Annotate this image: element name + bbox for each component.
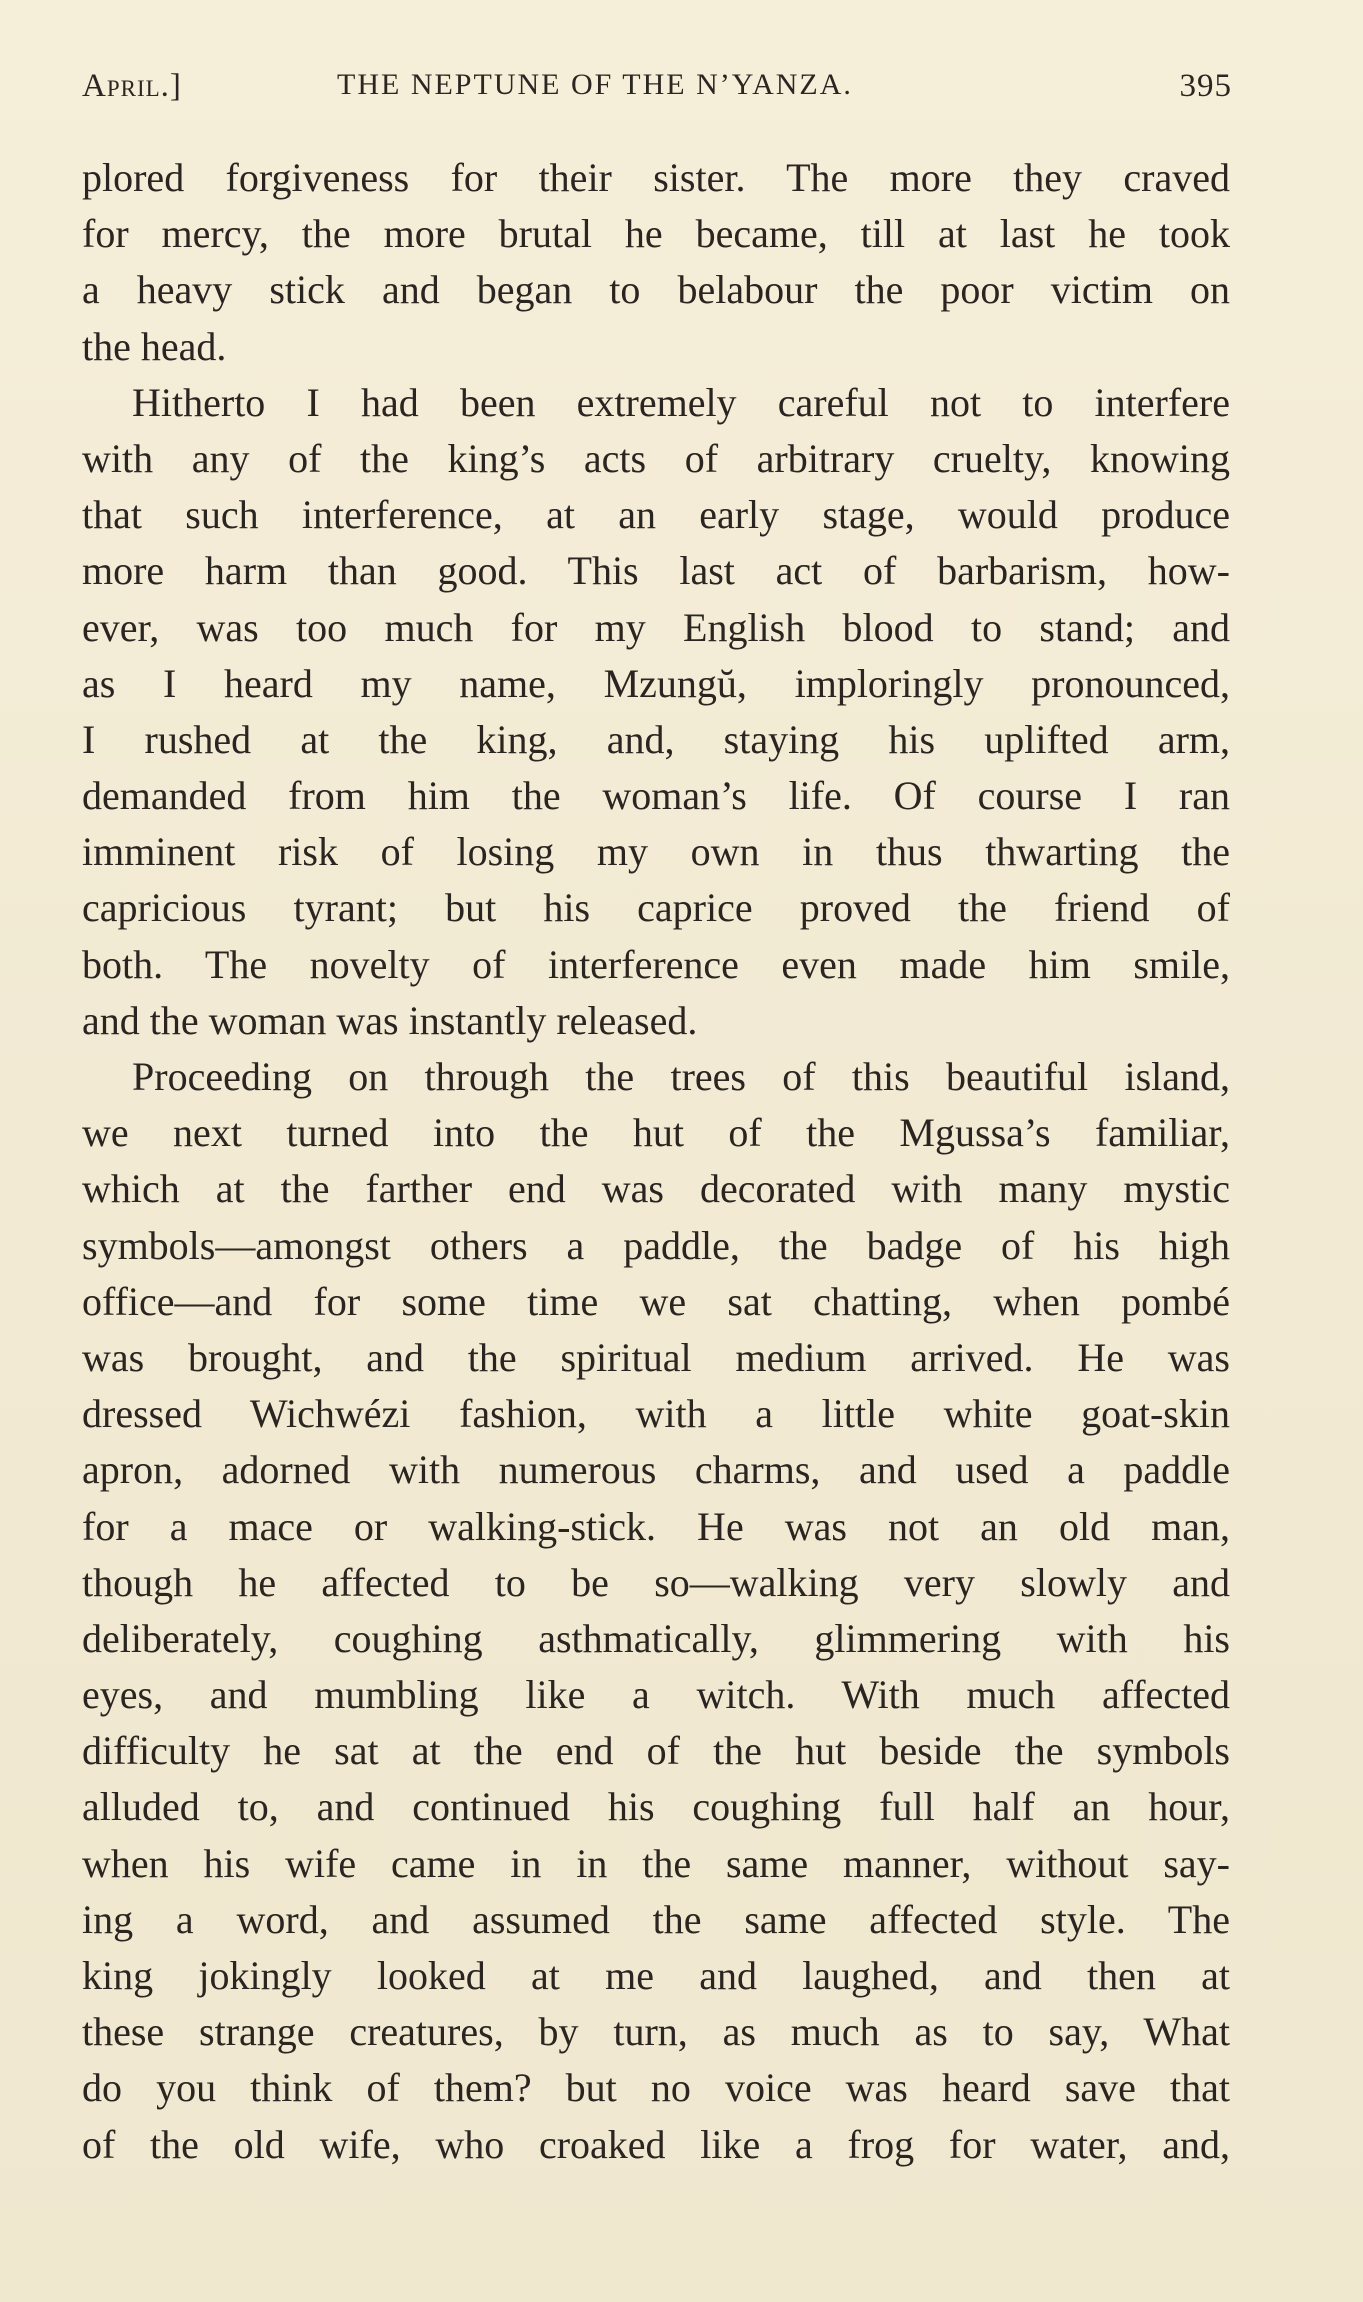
- text-line: that such interference, at an early stage, would produce: [82, 492, 1230, 538]
- text-line: apron, adorned with numerous charms, and used a paddle: [82, 1447, 1230, 1493]
- text-line: though he affected to be so—walking very slowly and: [82, 1559, 1230, 1605]
- text-line: as I heard my name, Mzungŭ, imploringly pronounced,: [82, 660, 1230, 706]
- running-head-section: April.]: [82, 68, 182, 104]
- text-line: ever, was too much for my English blood to stand; and: [82, 604, 1230, 650]
- paragraph-3: [82, 1049, 1230, 2173]
- paragraph-1: [82, 150, 1230, 375]
- text-line: was brought, and the spiritual medium arrived. He was: [82, 1334, 1230, 1380]
- text-line: these strange creatures, by turn, as much as to say, What: [82, 2009, 1230, 2055]
- text-line: for mercy, the more brutal he became, till at last he took: [82, 211, 1230, 257]
- text-line: alluded to, and continued his coughing full half an hour,: [82, 1784, 1230, 1830]
- body-text: [82, 150, 1230, 2173]
- text-line: symbols—amongst others a paddle, the badge of his high: [82, 1222, 1230, 1268]
- text-line: Hitherto I had been extremely careful not to interfere: [132, 379, 1230, 425]
- text-line: demanded from him the woman’s life. Of course I ran: [82, 773, 1230, 819]
- text-line: do you think of them? but no voice was heard save that: [82, 2065, 1230, 2111]
- text-line: we next turned into the hut of the Mgussa’s familiar,: [82, 1110, 1230, 1156]
- text-line: plored forgiveness for their sister. The more they craved: [82, 155, 1230, 200]
- text-line: both. The novelty of interference even made him smile,: [82, 941, 1230, 987]
- text-line: imminent risk of losing my own in thus thwarting the: [82, 829, 1230, 875]
- text-line: and the woman was instantly released.: [82, 997, 698, 1043]
- text-line: with any of the king’s acts of arbitrary cruelty, knowing: [82, 435, 1230, 481]
- text-line: the head.: [82, 323, 227, 369]
- text-line: when his wife came in in the same manner, without say-: [82, 1840, 1230, 1886]
- running-head: [82, 68, 1232, 112]
- text-line: office—and for some time we sat chatting, when pombé: [82, 1278, 1230, 1324]
- text-line: a heavy stick and began to belabour the poor victim on: [82, 267, 1230, 313]
- text-line: ing a word, and assumed the same affected style. The: [82, 1896, 1230, 1942]
- text-line: capricious tyrant; but his caprice proved the friend of: [82, 885, 1230, 931]
- text-line: which at the farther end was decorated with many mystic: [82, 1166, 1230, 1212]
- text-line: eyes, and mumbling like a witch. With much affected: [82, 1672, 1230, 1718]
- running-head-title: THE NEPTUNE OF THE N’YANZA.: [337, 68, 853, 101]
- text-line: king jokingly looked at me and laughed, and then at: [82, 1953, 1230, 1998]
- text-line: I rushed at the king, and, staying his uplifted arm,: [82, 716, 1230, 762]
- text-line: for a mace or walking-stick. He was not an old man,: [82, 1503, 1230, 1549]
- paragraph-2: [82, 375, 1230, 1049]
- text-line: dressed Wichwézi fashion, with a little white goat-skin: [82, 1391, 1230, 1437]
- text-line: difficulty he sat at the end of the hut beside the symbols: [82, 1728, 1230, 1774]
- text-line: more harm than good. This last act of barbarism, how-: [82, 548, 1230, 594]
- text-line: deliberately, coughing asthmatically, glimmering with his: [82, 1615, 1230, 1661]
- text-line: of the old wife, who croaked like a frog for water, and,: [82, 2121, 1230, 2167]
- text-line: Proceeding on through the trees of this beautiful island,: [132, 1054, 1230, 1099]
- page-number: 395: [1179, 68, 1232, 104]
